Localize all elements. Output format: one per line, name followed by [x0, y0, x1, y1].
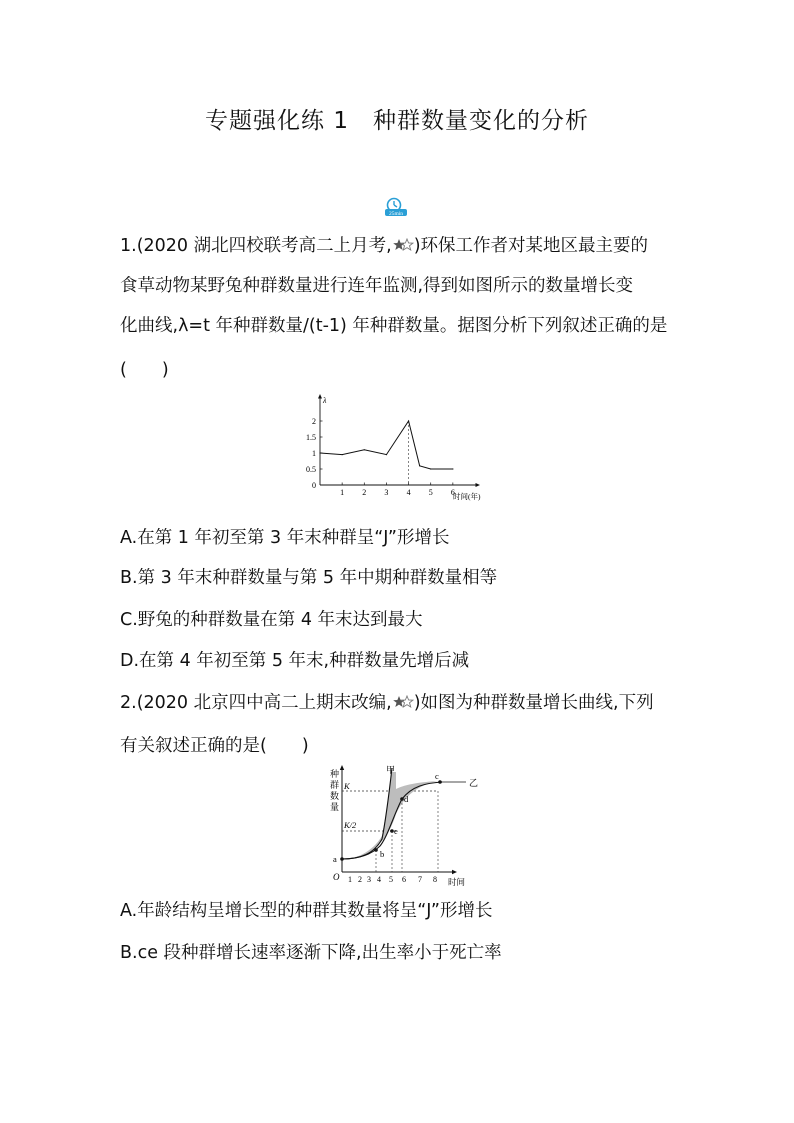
lambda-point — [342, 454, 343, 455]
x-tick-label: 8 — [433, 875, 437, 884]
q1-line-3: 化曲线,λ=t 年种群数量/(t-1) 年种群数量。据图分析下列叙述正确的是 — [120, 316, 668, 336]
y-tick-label: 1 — [312, 448, 316, 458]
x-tick-label: 5 — [428, 488, 433, 497]
x-tick-label: 4 — [377, 875, 381, 884]
difficulty-star-icon — [392, 238, 414, 252]
y-tick-label: 1.5 — [306, 432, 316, 442]
ylabel-char: 数 — [330, 791, 340, 801]
curve-jia-label: 甲 — [386, 765, 396, 775]
lambda-point — [419, 465, 420, 466]
lambda-point — [386, 454, 387, 455]
origin-label: O — [333, 872, 340, 882]
x-tick-label: 3 — [367, 875, 371, 884]
x-tick-label: 1 — [348, 875, 352, 884]
x-axis-label: 时间(年) — [453, 492, 481, 501]
x-tick-label: 2 — [358, 875, 362, 884]
lambda-point — [430, 468, 431, 469]
x-tick-label: 4 — [406, 488, 411, 497]
lambda-series-line — [320, 421, 453, 469]
ylabel-char: 种 — [330, 769, 340, 779]
y-axis-label: λ — [323, 396, 327, 405]
k-label: K — [344, 781, 350, 791]
x-tick-label: 1 — [340, 488, 345, 497]
population-growth-diagram — [322, 764, 502, 890]
difficulty-star-icon — [392, 695, 414, 709]
q2-line-1: 2.(2020 北京四中高二上期末改编, )如图为种群数量增长曲线,下列 — [120, 693, 654, 713]
clock-icon — [383, 197, 409, 217]
x-tick-label: 6 — [402, 875, 406, 884]
q1-line-1: 1.(2020 湖北四校联考高二上月考, )环保工作者对某地区最主要的 — [120, 236, 649, 256]
q2-option-b[interactable]: B.ce 段种群增长速率逐渐下降,出生率小于死亡率 — [120, 943, 502, 963]
point-c-label: c — [435, 771, 439, 781]
x-tick-label: 2 — [362, 488, 367, 497]
ylabel-char: 群 — [330, 780, 340, 790]
timer-label: 25min — [388, 210, 404, 217]
x-axis-arrow — [476, 483, 481, 487]
x-axis-label: 时间 — [448, 877, 466, 887]
k-half-label: K/2 — [344, 820, 357, 830]
q1-line-2: 食草动物某野兔种群数量进行连年监测,得到如图所示的数量增长变 — [120, 276, 634, 296]
q2-line-2: 有关叙述正确的是( ) — [120, 736, 309, 756]
lambda-point — [452, 468, 453, 469]
lambda-point — [319, 452, 320, 453]
x-tick-label: 3 — [384, 488, 389, 497]
q1-option-d[interactable]: D.在第 4 年初至第 5 年末,种群数量先增后减 — [120, 651, 470, 671]
curve-yi-label: 乙 — [469, 778, 479, 788]
q2-option-a[interactable]: A.年龄结构呈增长型的种群其数量将呈“J”形增长 — [120, 901, 493, 921]
point-e-label: e — [394, 826, 398, 836]
q1-option-a[interactable]: A.在第 1 年初至第 3 年末种群呈“J”形增长 — [120, 528, 450, 548]
lambda-point — [408, 420, 409, 421]
x-tick-label: 5 — [389, 875, 393, 884]
y-tick-label: 0 — [312, 480, 316, 490]
point-d-label: d — [404, 794, 409, 804]
point-b-label: b — [380, 849, 385, 859]
lambda-line-chart — [300, 393, 500, 505]
q1-answer-paren: ( ) — [120, 360, 169, 380]
x-tick-label: 7 — [418, 875, 422, 884]
q1-option-b[interactable]: B.第 3 年末种群数量与第 5 年中期种群数量相等 — [120, 568, 498, 588]
y-axis-arrow — [340, 765, 344, 770]
y-axis-arrow — [318, 394, 322, 399]
point-a — [340, 857, 344, 861]
y-tick-label: 2 — [312, 416, 316, 426]
page-title: 专题强化练 1 种群数量变化的分析 — [205, 108, 589, 134]
lambda-point — [364, 449, 365, 450]
q1-option-c[interactable]: C.野兔的种群数量在第 4 年末达到最大 — [120, 610, 423, 630]
x-axis-arrow — [452, 870, 457, 874]
y-tick-label: 0.5 — [306, 464, 316, 474]
point-a-label: a — [333, 854, 337, 864]
x-tick-label: 6 — [450, 488, 455, 497]
ylabel-char: 量 — [330, 802, 340, 812]
